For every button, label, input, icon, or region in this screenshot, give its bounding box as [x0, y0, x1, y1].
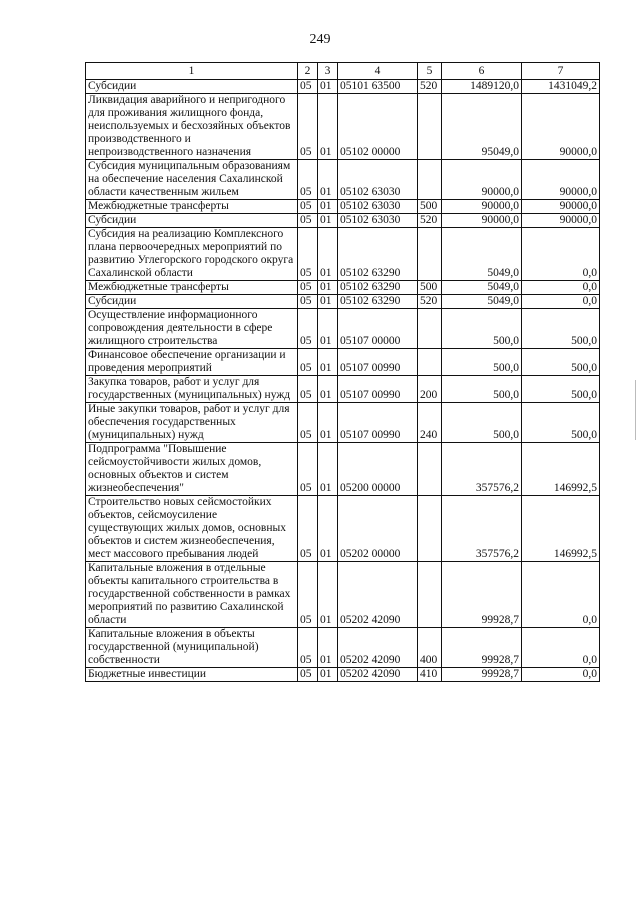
row-name: Подпрограмма "Повышение сейсмоустойчивости жилых домов, основных объектов и систем жизнеобеспечения" [86, 443, 298, 496]
column-header: 4 [338, 63, 418, 80]
row-name: Субсидии [86, 214, 298, 228]
amount-col7: 146992,5 [522, 496, 600, 562]
subsection-code: 01 [318, 628, 338, 668]
expense-type-code: 520 [418, 214, 442, 228]
table-row [86, 200, 600, 214]
amount-col6: 99928,7 [442, 562, 522, 628]
expense-type-code [418, 309, 442, 349]
amount-col7: 90000,0 [522, 200, 600, 214]
expense-type-code: 400 [418, 628, 442, 668]
amount-col6: 500,0 [442, 309, 522, 349]
target-article-code: 05200 00000 [338, 443, 418, 496]
table-header-row [86, 63, 600, 80]
expense-type-code: 500 [418, 200, 442, 214]
subsection-code: 01 [318, 94, 338, 160]
scan-edge-mark [635, 380, 636, 440]
amount-col7: 0,0 [522, 668, 600, 682]
expense-type-code: 410 [418, 668, 442, 682]
amount-col7: 0,0 [522, 228, 600, 281]
row-name: Закупка товаров, работ и услуг для государственных (муниципальных) нужд [86, 376, 298, 403]
section-code: 05 [298, 160, 318, 200]
table-row [86, 94, 600, 160]
table-row [86, 562, 600, 628]
target-article-code: 05202 42090 [338, 628, 418, 668]
target-article-code: 05107 00990 [338, 403, 418, 443]
column-header: 6 [442, 63, 522, 80]
subsection-code: 01 [318, 228, 338, 281]
row-name: Субсидия на реализацию Комплексного плана первоочередных мероприятий по развитию Углегорского городского округа Сахалинской области [86, 228, 298, 281]
section-code: 05 [298, 628, 318, 668]
row-name: Субсидии [86, 295, 298, 309]
subsection-code: 01 [318, 349, 338, 376]
target-article-code: 05202 00000 [338, 496, 418, 562]
amount-col7: 500,0 [522, 403, 600, 443]
amount-col7: 500,0 [522, 349, 600, 376]
section-code: 05 [298, 214, 318, 228]
target-article-code: 05102 00000 [338, 94, 418, 160]
amount-col7: 0,0 [522, 628, 600, 668]
table-row [86, 160, 600, 200]
expense-type-code [418, 496, 442, 562]
target-article-code: 05102 63030 [338, 214, 418, 228]
section-code: 05 [298, 403, 318, 443]
subsection-code: 01 [318, 309, 338, 349]
target-article-code: 05102 63290 [338, 281, 418, 295]
amount-col6: 500,0 [442, 349, 522, 376]
expense-type-code [418, 349, 442, 376]
row-name: Финансовое обеспечение организации и проведения мероприятий [86, 349, 298, 376]
table-row [86, 228, 600, 281]
target-article-code: 05107 00000 [338, 309, 418, 349]
section-code: 05 [298, 309, 318, 349]
section-code: 05 [298, 281, 318, 295]
subsection-code: 01 [318, 214, 338, 228]
section-code: 05 [298, 80, 318, 94]
expense-type-code [418, 443, 442, 496]
amount-col7: 146992,5 [522, 443, 600, 496]
amount-col6: 95049,0 [442, 94, 522, 160]
row-name: Межбюджетные трансферты [86, 200, 298, 214]
amount-col6: 500,0 [442, 403, 522, 443]
subsection-code: 01 [318, 443, 338, 496]
section-code: 05 [298, 349, 318, 376]
row-name: Межбюджетные трансферты [86, 281, 298, 295]
amount-col7: 0,0 [522, 281, 600, 295]
budget-table [85, 62, 600, 682]
table-row [86, 295, 600, 309]
row-name: Строительство новых сейсмостойких объектов, сейсмоусиление существующих жилых домов, основных объектов и систем жизнеобеспечения, мест массового пребывания людей [86, 496, 298, 562]
amount-col7: 90000,0 [522, 94, 600, 160]
target-article-code: 05107 00990 [338, 349, 418, 376]
column-header: 2 [298, 63, 318, 80]
row-name: Осуществление информационного сопровождения деятельности в сфере жилищного строительства [86, 309, 298, 349]
amount-col7: 1431049,2 [522, 80, 600, 94]
expense-type-code: 240 [418, 403, 442, 443]
amount-col6: 5049,0 [442, 295, 522, 309]
subsection-code: 01 [318, 376, 338, 403]
amount-col6: 90000,0 [442, 200, 522, 214]
table-row [86, 376, 600, 403]
subsection-code: 01 [318, 403, 338, 443]
column-header: 7 [522, 63, 600, 80]
table-row [86, 281, 600, 295]
subsection-code: 01 [318, 496, 338, 562]
subsection-code: 01 [318, 200, 338, 214]
target-article-code: 05102 63030 [338, 200, 418, 214]
amount-col6: 99928,7 [442, 628, 522, 668]
amount-col6: 99928,7 [442, 668, 522, 682]
table-row [86, 309, 600, 349]
section-code: 05 [298, 496, 318, 562]
row-name: Бюджетные инвестиции [86, 668, 298, 682]
column-header: 1 [86, 63, 298, 80]
table-row [86, 668, 600, 682]
amount-col6: 1489120,0 [442, 80, 522, 94]
row-name: Капитальные вложения в объекты государственной (муниципальной) собственности [86, 628, 298, 668]
section-code: 05 [298, 94, 318, 160]
row-name: Ликвидация аварийного и непригодного для проживания жилищного фонда, неиспользуемых и бесхозяйных объектов производственного и непроизводственного назначения [86, 94, 298, 160]
amount-col6: 5049,0 [442, 281, 522, 295]
expense-type-code: 520 [418, 80, 442, 94]
row-name: Субсидии [86, 80, 298, 94]
table-row [86, 628, 600, 668]
subsection-code: 01 [318, 295, 338, 309]
table-row [86, 443, 600, 496]
page-number: 249 [309, 32, 331, 47]
amount-col6: 500,0 [442, 376, 522, 403]
column-header: 5 [418, 63, 442, 80]
subsection-code: 01 [318, 80, 338, 94]
table-row [86, 80, 600, 94]
target-article-code: 05102 63290 [338, 295, 418, 309]
target-article-code: 05202 42090 [338, 562, 418, 628]
subsection-code: 01 [318, 562, 338, 628]
target-article-code: 05102 63030 [338, 160, 418, 200]
target-article-code: 05102 63290 [338, 228, 418, 281]
expense-type-code: 200 [418, 376, 442, 403]
table-row [86, 403, 600, 443]
amount-col6: 5049,0 [442, 228, 522, 281]
row-name: Иные закупки товаров, работ и услуг для обеспечения государственных (муниципальных) нужд [86, 403, 298, 443]
section-code: 05 [298, 376, 318, 403]
section-code: 05 [298, 668, 318, 682]
amount-col7: 0,0 [522, 562, 600, 628]
target-article-code: 05107 00990 [338, 376, 418, 403]
expense-type-code [418, 160, 442, 200]
amount-col7: 90000,0 [522, 214, 600, 228]
section-code: 05 [298, 562, 318, 628]
amount-col6: 90000,0 [442, 160, 522, 200]
table-body [86, 80, 600, 682]
section-code: 05 [298, 295, 318, 309]
amount-col7: 500,0 [522, 376, 600, 403]
amount-col6: 357576,2 [442, 496, 522, 562]
section-code: 05 [298, 200, 318, 214]
expense-type-code [418, 562, 442, 628]
amount-col7: 90000,0 [522, 160, 600, 200]
table-row [86, 496, 600, 562]
subsection-code: 01 [318, 668, 338, 682]
table-row [86, 349, 600, 376]
target-article-code: 05202 42090 [338, 668, 418, 682]
expense-type-code [418, 228, 442, 281]
section-code: 05 [298, 443, 318, 496]
amount-col7: 0,0 [522, 295, 600, 309]
expense-type-code [418, 94, 442, 160]
subsection-code: 01 [318, 281, 338, 295]
row-name: Субсидия муниципальным образованиям на обеспечение населения Сахалинской области качественным жильем [86, 160, 298, 200]
table-row [86, 214, 600, 228]
section-code: 05 [298, 228, 318, 281]
expense-type-code: 500 [418, 281, 442, 295]
row-name: Капитальные вложения в отдельные объекты капитального строительства в государственной собственности в рамках мероприятий по развитию Сахалинской области [86, 562, 298, 628]
amount-col7: 500,0 [522, 309, 600, 349]
column-header: 3 [318, 63, 338, 80]
target-article-code: 05101 63500 [338, 80, 418, 94]
subsection-code: 01 [318, 160, 338, 200]
amount-col6: 357576,2 [442, 443, 522, 496]
amount-col6: 90000,0 [442, 214, 522, 228]
expense-type-code: 520 [418, 295, 442, 309]
